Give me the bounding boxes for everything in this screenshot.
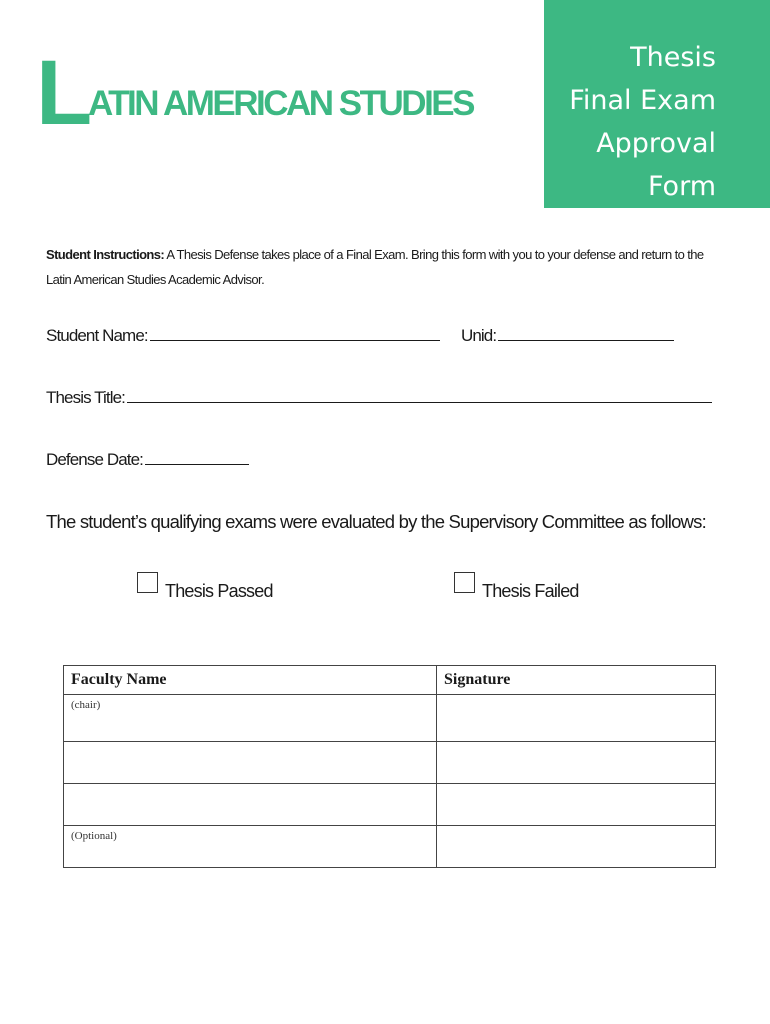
table-row [64,826,716,868]
table-header-row [64,666,716,695]
thesis-title-label: Thesis Title: [46,388,125,407]
signature-cell[interactable] [437,826,716,868]
student-name-field[interactable] [46,326,440,346]
table-row [64,742,716,784]
faculty-name-cell[interactable] [64,784,437,826]
form-title-line: Final Exam [569,85,716,116]
faculty-name-cell[interactable] [64,742,437,784]
faculty-name-cell[interactable]: (Optional) [64,826,437,868]
program-logo [36,42,536,144]
defense-date-label: Defense Date: [46,450,143,469]
thesis-title-field[interactable] [46,388,712,408]
form-title-box [544,0,770,208]
faculty-name-header: Faculty Name [64,666,437,695]
table-row [64,784,716,826]
unid-label: Unid: [461,326,497,345]
student-name-label: Student Name: [46,326,148,345]
student-instructions [46,242,726,292]
thesis-failed-checkbox[interactable] [454,572,475,593]
faculty-name-cell[interactable]: (chair) [64,695,437,742]
form-title-line: Approval [596,128,716,159]
defense-date-field[interactable] [46,450,249,470]
signature-cell[interactable] [437,695,716,742]
unid-field[interactable] [461,326,674,346]
thesis-failed-label: Thesis Failed [482,581,579,601]
faculty-signature-table [63,665,716,868]
logo-text: ATIN AMERICAN STUDIES [88,84,473,123]
student-name-line[interactable] [150,326,440,341]
signature-header: Signature [437,666,716,695]
instructions-label: Student Instructions: [46,247,165,262]
thesis-passed-checkbox[interactable] [137,572,158,593]
form-title-line: Thesis [630,42,716,73]
signature-cell[interactable] [437,784,716,826]
instructions-text: A Thesis Defense takes place of a Final Exam. Bring this form with you to your defense and return to the Latin American Studies Academic Advisor. [46,247,704,287]
evaluation-statement: The student’s qualifying exams were evaluated by the Supervisory Committee as follows: [46,511,706,532]
form-title-line: Form [647,171,716,202]
signature-cell[interactable] [437,742,716,784]
defense-date-line[interactable] [145,450,249,465]
thesis-passed-label: Thesis Passed [165,581,273,601]
unid-line[interactable] [498,326,674,341]
thesis-title-line[interactable] [127,388,712,403]
table-row [64,695,716,742]
logo-initial: L [36,42,93,144]
